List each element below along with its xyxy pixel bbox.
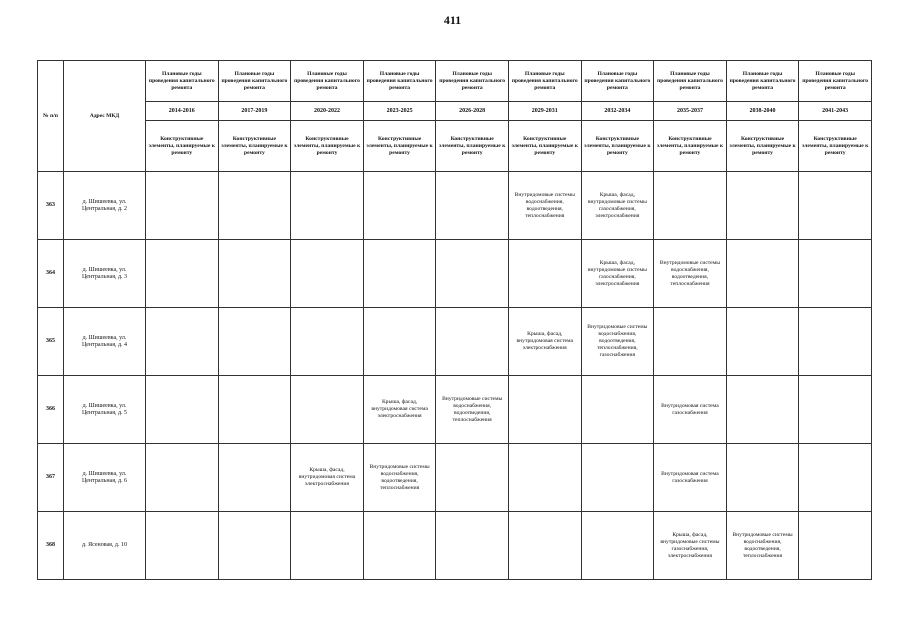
repair-elements-cell: Внутридомовая система газоснабжения xyxy=(654,444,727,512)
repair-elements-cell xyxy=(581,376,654,444)
repair-elements-cell xyxy=(291,376,364,444)
header-plan-years: Плановые годы проведения капитального ремонта xyxy=(726,61,799,102)
header-plan-years: Плановые годы проведения капитального ремонта xyxy=(654,61,727,102)
header-elements: Конструктивные элементы, планируемые к ремонту xyxy=(726,121,799,172)
header-elements: Конструктивные элементы, планируемые к ремонту xyxy=(799,121,872,172)
repair-elements-cell: Крыша, фасад, внутридомовые системы газоснабжения, электроснабжения xyxy=(581,240,654,308)
header-elements: Конструктивные элементы, планируемые к ремонту xyxy=(218,121,291,172)
header-row-periods xyxy=(38,102,872,121)
header-period: 2038-2040 xyxy=(726,102,799,121)
repair-elements-cell xyxy=(654,172,727,240)
header-plan-years: Плановые годы проведения капитального ремонта xyxy=(146,61,219,102)
header-plan-years: Плановые годы проведения капитального ремонта xyxy=(291,61,364,102)
repair-elements-cell xyxy=(726,240,799,308)
repair-elements-cell: Внутридомовые системы водоснабжения, водоотведения, теплоснабжения xyxy=(508,172,581,240)
header-plan-years: Плановые годы проведения капитального ремонта xyxy=(799,61,872,102)
header-elements: Конструктивные элементы, планируемые к ремонту xyxy=(654,121,727,172)
repair-elements-cell xyxy=(291,512,364,580)
repair-elements-cell xyxy=(799,172,872,240)
row-number: 364 xyxy=(38,240,64,308)
row-number: 363 xyxy=(38,172,64,240)
repair-elements-cell xyxy=(363,172,436,240)
repair-elements-cell xyxy=(726,376,799,444)
table-row xyxy=(38,376,872,444)
header-plan-years: Плановые годы проведения капитального ремонта xyxy=(363,61,436,102)
repair-elements-cell xyxy=(218,444,291,512)
header-elements: Конструктивные элементы, планируемые к ремонту xyxy=(581,121,654,172)
repair-elements-cell: Крыша, фасад, внутридомовые системы газоснабжения, электроснабжения xyxy=(654,512,727,580)
repair-elements-cell xyxy=(291,240,364,308)
row-address: д. Шишеевка, ул. Центральная, д. 3 xyxy=(64,240,146,308)
header-period: 2035-2037 xyxy=(654,102,727,121)
header-period: 2029-2031 xyxy=(508,102,581,121)
table-row xyxy=(38,512,872,580)
row-address: д. Шишеевка, ул. Центральная, д. 6 xyxy=(64,444,146,512)
repair-elements-cell xyxy=(146,308,219,376)
repair-elements-cell xyxy=(726,444,799,512)
repair-elements-cell xyxy=(508,444,581,512)
row-address: д. Шишеевка, ул. Центральная, д. 2 xyxy=(64,172,146,240)
repair-elements-cell xyxy=(436,444,509,512)
repair-elements-cell xyxy=(508,376,581,444)
repair-elements-cell xyxy=(799,376,872,444)
header-row-plan-years xyxy=(38,61,872,102)
repair-elements-cell xyxy=(654,308,727,376)
repair-elements-cell xyxy=(726,308,799,376)
repair-elements-cell xyxy=(146,376,219,444)
row-address: д. Ясеновая, д. 10 xyxy=(64,512,146,580)
header-period: 2020-2022 xyxy=(291,102,364,121)
repair-elements-cell xyxy=(363,308,436,376)
repair-elements-cell xyxy=(436,172,509,240)
header-elements: Конструктивные элементы, планируемые к ремонту xyxy=(146,121,219,172)
table-body xyxy=(38,172,872,580)
header-period: 2023-2025 xyxy=(363,102,436,121)
repair-elements-cell xyxy=(363,240,436,308)
table-row xyxy=(38,444,872,512)
repair-elements-cell: Крыша, фасад, внутридомовая система электроснабжения xyxy=(291,444,364,512)
table-row xyxy=(38,240,872,308)
repair-elements-cell: Внутридомовые системы водоснабжения, водоотведения, теплоснабжения xyxy=(436,376,509,444)
repair-elements-cell: Внутридомовая система газоснабжения xyxy=(654,376,727,444)
row-number: 368 xyxy=(38,512,64,580)
repair-elements-cell xyxy=(799,512,872,580)
header-row-elements xyxy=(38,121,872,172)
repair-elements-cell xyxy=(218,172,291,240)
row-address: д. Шишеевка, ул. Центральная, д. 4 xyxy=(64,308,146,376)
header-period: 2026-2028 xyxy=(436,102,509,121)
header-elements: Конструктивные элементы, планируемые к ремонту xyxy=(291,121,364,172)
capital-repair-table xyxy=(37,60,872,580)
repair-elements-cell xyxy=(291,172,364,240)
repair-elements-cell xyxy=(146,172,219,240)
repair-elements-cell xyxy=(726,172,799,240)
repair-elements-cell: Крыша, фасад, внутридомовая система электроснабжения xyxy=(508,308,581,376)
header-elements: Конструктивные элементы, планируемые к ремонту xyxy=(508,121,581,172)
row-number: 365 xyxy=(38,308,64,376)
header-address: Адрес МКД xyxy=(64,61,146,172)
header-elements: Конструктивные элементы, планируемые к ремонту xyxy=(363,121,436,172)
row-number: 367 xyxy=(38,444,64,512)
repair-elements-cell xyxy=(218,240,291,308)
repair-elements-cell xyxy=(436,308,509,376)
repair-elements-cell xyxy=(363,512,436,580)
header-elements: Конструктивные элементы, планируемые к ремонту xyxy=(436,121,509,172)
page-number: 411 xyxy=(443,13,462,27)
repair-elements-cell xyxy=(581,512,654,580)
repair-elements-cell: Внутридомовые системы водоснабжения, водоотведения, теплоснабжения xyxy=(726,512,799,580)
header-plan-years: Плановые годы проведения капитального ремонта xyxy=(218,61,291,102)
repair-elements-cell xyxy=(508,512,581,580)
repair-elements-cell: Внутридомовые системы водоснабжения, водоотведения, теплоснабжения xyxy=(654,240,727,308)
header-period: 2014-2016 xyxy=(146,102,219,121)
repair-elements-cell xyxy=(291,308,364,376)
header-period: 2041-2043 xyxy=(799,102,872,121)
repair-elements-cell xyxy=(799,240,872,308)
repair-elements-cell xyxy=(146,444,219,512)
repair-elements-cell xyxy=(146,512,219,580)
repair-elements-cell xyxy=(218,376,291,444)
repair-elements-cell xyxy=(218,308,291,376)
table-row xyxy=(38,308,872,376)
header-period: 2017-2019 xyxy=(218,102,291,121)
repair-elements-cell xyxy=(436,240,509,308)
header-plan-years: Плановые годы проведения капитального ремонта xyxy=(508,61,581,102)
row-number: 366 xyxy=(38,376,64,444)
repair-elements-cell xyxy=(799,308,872,376)
row-address: д. Шишеевка, ул. Центральная, д. 5 xyxy=(64,376,146,444)
repair-elements-cell: Крыша, фасад, внутридомовые системы газоснабжения, электроснабжения xyxy=(581,172,654,240)
repair-elements-cell xyxy=(218,512,291,580)
repair-elements-cell: Внутридомовые системы водоснабжения, водоотведения, теплоснабжения, газоснабжения xyxy=(581,308,654,376)
repair-elements-cell xyxy=(799,444,872,512)
repair-elements-cell: Крыша, фасад, внутридомовая система электроснабжения xyxy=(363,376,436,444)
repair-elements-cell xyxy=(146,240,219,308)
repair-elements-cell xyxy=(581,444,654,512)
header-period: 2032-2034 xyxy=(581,102,654,121)
header-plan-years: Плановые годы проведения капитального ремонта xyxy=(436,61,509,102)
repair-elements-cell xyxy=(508,240,581,308)
header-plan-years: Плановые годы проведения капитального ремонта xyxy=(581,61,654,102)
repair-elements-cell: Внутридомовые системы водоснабжения, водоотведения, теплоснабжения xyxy=(363,444,436,512)
table-row xyxy=(38,172,872,240)
header-num: № п/п xyxy=(38,61,64,172)
repair-elements-cell xyxy=(436,512,509,580)
